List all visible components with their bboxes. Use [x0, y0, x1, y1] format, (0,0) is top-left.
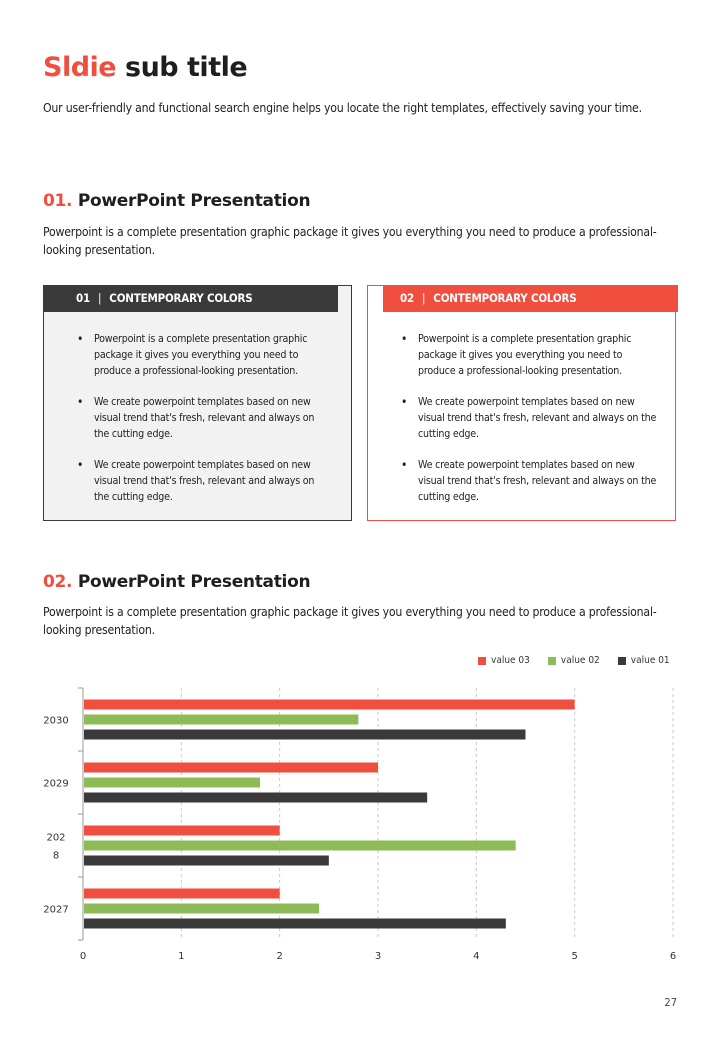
card-2-number: 02	[400, 291, 414, 305]
section1-description: Powerpoint is a complete presentation graphic package it gives you everything you need to produce a professional-looking presentation.	[43, 225, 657, 257]
legend-label: value 02	[560, 655, 600, 666]
y-tick-label: 202	[46, 832, 66, 844]
legend-item-value-02	[548, 655, 600, 666]
section1-heading	[43, 191, 310, 211]
card-1-number: 01	[76, 291, 90, 305]
info-card-1	[43, 285, 352, 521]
bar-chart	[0, 670, 720, 970]
bar	[84, 700, 575, 710]
bar	[84, 763, 378, 773]
x-tick-label: 6	[669, 951, 677, 962]
page-title	[43, 52, 247, 83]
y-tick-label: 2030	[43, 715, 69, 727]
section2-description: Powerpoint is a complete presentation graphic package it gives you everything you need to produce a professional-looking presentation.	[43, 605, 657, 637]
legend-item-value-03	[478, 655, 530, 666]
bar	[84, 889, 280, 899]
legend-item-value-01	[618, 655, 670, 666]
bar	[84, 715, 358, 725]
bar	[84, 841, 516, 851]
list-item: • Powerpoint is a complete presentation graphic package it gives you everything you need to produce a professional-looking presentation.	[418, 331, 658, 379]
legend-label: value 03	[491, 655, 530, 666]
x-tick-label: 0	[79, 951, 87, 962]
chart-legend	[478, 655, 670, 666]
x-tick-label: 5	[571, 951, 578, 962]
x-tick-label: 4	[473, 951, 480, 962]
card-1-bullet-list	[44, 331, 322, 520]
list-item: • We create powerpoint templates based on new visual trend that's fresh, relevant and always on the cutting edge.	[418, 457, 658, 505]
legend-swatch	[548, 657, 556, 665]
bar	[84, 919, 506, 929]
section1-number: 01.	[43, 191, 73, 211]
card-1-header	[43, 285, 338, 312]
card-1-title: CONTEMPORARY COLORS	[109, 291, 253, 305]
bar	[84, 904, 319, 914]
section1-title: PowerPoint Presentation	[72, 191, 311, 211]
card-2-title: CONTEMPORARY COLORS	[433, 291, 577, 305]
y-tick-label: 8	[52, 850, 60, 862]
section2-number: 02.	[43, 572, 73, 592]
x-tick-label: 2	[276, 951, 283, 962]
title-rest: sub title	[116, 52, 248, 83]
card-2-header	[383, 285, 678, 312]
bar	[84, 856, 329, 866]
card-2-separator: |	[422, 291, 426, 305]
list-item: • We create powerpoint templates based on new visual trend that's fresh, relevant and always on the cutting edge.	[94, 457, 322, 505]
legend-swatch	[618, 657, 626, 665]
card-1-separator: |	[98, 291, 102, 305]
card-2-bullet-list	[368, 331, 658, 520]
x-tick-label: 3	[374, 951, 382, 962]
section2-heading	[43, 572, 310, 592]
list-item: • Powerpoint is a complete presentation graphic package it gives you everything you need to produce a professional-looking presentation.	[94, 331, 322, 379]
x-tick-label: 1	[178, 951, 185, 962]
bar	[84, 826, 280, 836]
bar	[84, 730, 526, 740]
bar	[84, 793, 427, 803]
y-tick-label: 2029	[43, 778, 69, 790]
legend-label: value 01	[630, 655, 670, 666]
title-accent: Sldie	[43, 52, 117, 83]
list-item: • We create powerpoint templates based on new visual trend that's fresh, relevant and always on the cutting edge.	[94, 394, 322, 442]
page-number: 27	[664, 996, 677, 1009]
page-subtitle: Our user-friendly and functional search engine helps you locate the right templates, effectively saving your time.	[43, 101, 642, 115]
list-item: • We create powerpoint templates based on new visual trend that's fresh, relevant and always on the cutting edge.	[418, 394, 658, 442]
info-card-2	[367, 285, 676, 521]
y-tick-label: 2027	[43, 904, 69, 916]
bar	[84, 778, 260, 788]
section2-title: PowerPoint Presentation	[72, 572, 311, 592]
legend-swatch	[478, 657, 486, 665]
